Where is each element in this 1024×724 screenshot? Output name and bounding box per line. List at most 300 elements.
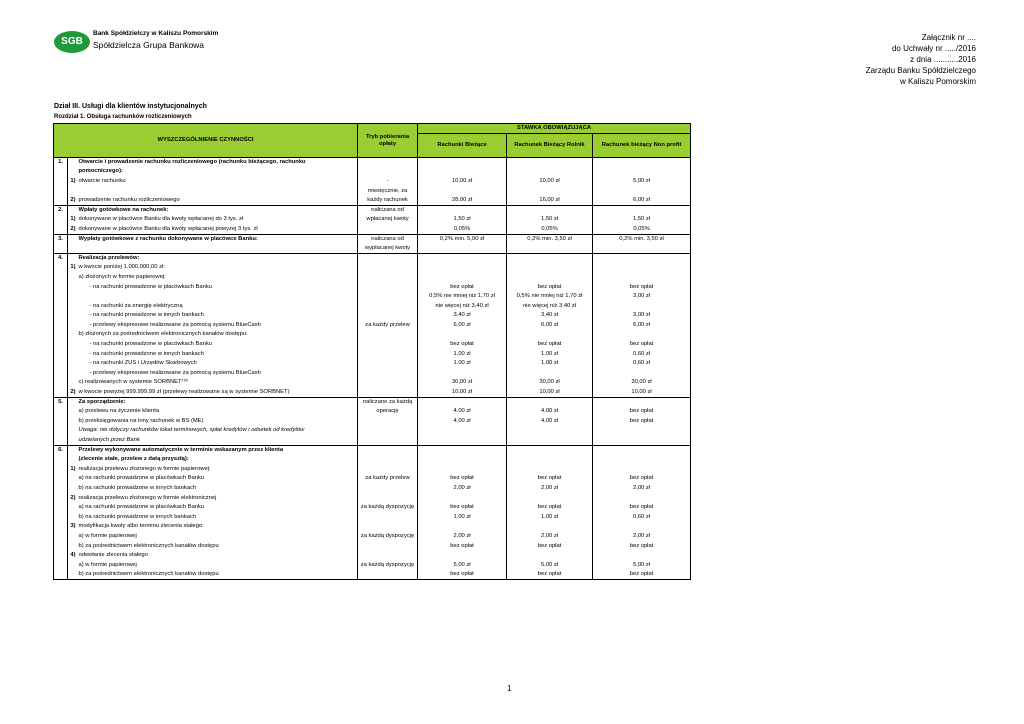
row-description: b) przeksięgowania na inny rachunek w BS (ME) [78, 417, 358, 427]
row-description: Otwarcie i prowadzenie rachunku rozliczeniowego (rachunku bieżącego, rachunku [78, 158, 358, 168]
table-row [54, 253, 691, 263]
row-fee-mode [358, 369, 418, 379]
row-number: 6. [54, 445, 68, 455]
fee-table [53, 123, 691, 580]
rate-current: 6,00 zł [418, 321, 507, 331]
rate-nonprofit: 5,00 zł [593, 560, 691, 570]
rate-nonprofit: 0,05% [593, 225, 691, 235]
row-fee-mode [358, 301, 418, 311]
row-subnumber [68, 321, 78, 331]
row-description: realizacja przelewu złożonego w formie papierowej: [78, 465, 358, 475]
row-fee-mode [358, 253, 418, 263]
rate-farmer: 5,00 zł [507, 560, 593, 570]
rate-farmer: 2,00 zł [507, 532, 593, 542]
rate-current: nie więcej niż 3,40 zł [418, 301, 507, 311]
rate-farmer [507, 273, 593, 283]
section-subtitle: Rozdział 1. Obsługa rachunków rozliczeniowych [54, 114, 192, 120]
rate-nonprofit: bez opłat [593, 407, 691, 417]
row-description: Przelewy wykonywane automatycznie w terminie wskazanym przez klienta [78, 445, 358, 455]
row-fee-mode: za każdą dyspozycję [358, 560, 418, 570]
table-row [54, 465, 691, 475]
rate-farmer [507, 493, 593, 503]
row-fee-mode: wpłacanej kwoty [358, 215, 418, 225]
row-fee-mode [358, 417, 418, 427]
row-subnumber [68, 244, 78, 254]
row-subnumber [68, 205, 78, 215]
row-subnumber: 1) [70, 216, 76, 223]
table-row [54, 570, 691, 580]
row-number: 2. [54, 205, 68, 215]
row-fee-mode [358, 167, 418, 177]
rate-farmer [507, 158, 593, 168]
row-number [54, 196, 68, 206]
row-description: Realizacja przelewów: [78, 253, 358, 263]
rate-farmer: 1,00 zł [507, 512, 593, 522]
col-mode-header: Tryb pobierania opłaty [358, 124, 418, 158]
rate-current: bez opłat [418, 503, 507, 513]
rate-current: 1,00 zł [418, 359, 507, 369]
row-number [54, 167, 68, 177]
rate-current: 4,00 zł [418, 407, 507, 417]
row-description: b) na rachunki prowadzone w innych bankach [78, 512, 358, 522]
attachment-line: do Uchwały nr ...../2016 [891, 44, 976, 53]
rate-farmer: 6,00 zł [507, 321, 593, 331]
table-row [54, 436, 691, 446]
rate-nonprofit [593, 273, 691, 283]
rate-nonprofit [593, 426, 691, 436]
row-fee-mode: naliczane za każdą [358, 397, 418, 407]
row-fee-mode [358, 522, 418, 532]
row-subnumber: 4) [70, 552, 76, 559]
row-description: b) za pośrednictwem elektronicznych kanałów dostępu [78, 541, 358, 551]
rate-farmer: bez opłat [507, 340, 593, 350]
row-description: Wypłaty gotówkowe z rachunku dokonywane w placówce Banku: [78, 234, 358, 244]
row-fee-mode [358, 349, 418, 359]
rate-farmer: 1,00 zł [507, 359, 593, 369]
row-description: - na rachunki ZUS i Urzędów Skarbowych [78, 359, 358, 369]
row-number [54, 186, 68, 196]
rate-nonprofit: 3,00 zł [593, 292, 691, 302]
row-description: pomocniczego): [78, 167, 358, 177]
table-row [54, 484, 691, 494]
row-subnumber: 2) [70, 196, 76, 203]
row-subnumber [68, 311, 78, 321]
rate-farmer [507, 426, 593, 436]
row-subnumber [68, 330, 78, 340]
row-subnumber [68, 167, 78, 177]
rate-current: 1,50 zł [418, 215, 507, 225]
rate-nonprofit: bez opłat [593, 541, 691, 551]
rate-farmer [507, 253, 593, 263]
col-description-header: WYSZCZEGÓLNIENIE CZYNNOŚCI [54, 124, 358, 158]
row-fee-mode: za każdy przelew [358, 321, 418, 331]
rate-farmer: 0,5% nie mniej niż 1,70 zł [507, 292, 593, 302]
row-number [54, 330, 68, 340]
table-row [54, 311, 691, 321]
rate-current: 30,00 zł [418, 378, 507, 388]
rate-current: 4,00 zł [418, 417, 507, 427]
rate-nonprofit: 30,00 zł [593, 378, 691, 388]
row-subnumber: 1) [70, 177, 76, 184]
rate-nonprofit: 6,00 zł [593, 321, 691, 331]
table-row [54, 215, 691, 225]
row-subnumber [68, 282, 78, 292]
row-subnumber [68, 426, 78, 436]
row-description: otwarcie rachunku [78, 177, 358, 187]
rate-current [418, 493, 507, 503]
row-subnumber: 1) [70, 465, 76, 472]
rate-nonprofit [593, 158, 691, 168]
row-fee-mode [358, 541, 418, 551]
rate-current: 3,40 zł [418, 311, 507, 321]
row-fee-mode [358, 388, 418, 398]
attachment-line: Zarządu Banku Spółdzielczego [865, 66, 976, 75]
rate-farmer [507, 455, 593, 465]
row-number [54, 417, 68, 427]
rate-nonprofit [593, 522, 691, 532]
row-subnumber [68, 407, 78, 417]
row-number [54, 349, 68, 359]
rate-current [418, 522, 507, 532]
row-number [54, 378, 68, 388]
row-fee-mode: naliczana od [358, 234, 418, 244]
table-row [54, 551, 691, 561]
rate-farmer [507, 330, 593, 340]
row-description [78, 292, 358, 302]
rate-current [418, 551, 507, 561]
rate-farmer: 30,00 zł [507, 378, 593, 388]
rate-current: 10,00 zł [418, 177, 507, 187]
table-row [54, 301, 691, 311]
row-description: (zlecenie stałe, przelew z datą przyszłą): [78, 455, 358, 465]
rate-nonprofit: 2,00 zł [593, 532, 691, 542]
rate-nonprofit: 1,50 zł [593, 215, 691, 225]
row-number: 3. [54, 234, 68, 244]
row-number [54, 455, 68, 465]
row-number [54, 436, 68, 446]
row-description: a) przelewu na życzenie klienta [78, 407, 358, 417]
row-description: b) za pośrednictwem elektronicznych kanałów dostępu [78, 570, 358, 580]
row-number [54, 512, 68, 522]
row-subnumber [68, 378, 78, 388]
table-row [54, 503, 691, 513]
rate-current: 2,00 zł [418, 532, 507, 542]
col-farmer-header: Rachunek Bieżący Rolnik [507, 134, 593, 158]
rate-farmer [507, 369, 593, 379]
row-number: 5. [54, 397, 68, 407]
attachment-line: Załącznik nr .... [921, 33, 976, 42]
table-row [54, 234, 691, 244]
table-row [54, 167, 691, 177]
rate-farmer: 4,00 zł [507, 417, 593, 427]
rate-nonprofit [593, 301, 691, 311]
rate-current [418, 426, 507, 436]
rate-current: 2,00 zł [418, 484, 507, 494]
table-row [54, 455, 691, 465]
row-fee-mode [358, 330, 418, 340]
rate-nonprofit: bez opłat [593, 474, 691, 484]
row-fee-mode [358, 551, 418, 561]
rate-current: 1,00 zł [418, 512, 507, 522]
row-subnumber [68, 340, 78, 350]
row-fee-mode [358, 426, 418, 436]
row-subnumber [68, 234, 78, 244]
row-description: modyfikacja kwoty albo terminu zlecenia stałego: [78, 522, 358, 532]
row-fee-mode [358, 465, 418, 475]
attachment-note [866, 32, 976, 87]
attachment-line: w Kaliszu Pomorskim [899, 77, 976, 86]
row-fee-mode [358, 340, 418, 350]
table-row [54, 263, 691, 273]
row-description [78, 244, 358, 254]
row-number [54, 388, 68, 398]
row-subnumber [68, 349, 78, 359]
row-description: - na rachunki za energię elektryczną [78, 301, 358, 311]
rate-nonprofit [593, 465, 691, 475]
row-description: b) na rachunki prowadzone w innych bankach [78, 484, 358, 494]
rate-farmer: 2,00 zł [507, 484, 593, 494]
rate-farmer [507, 244, 593, 254]
row-subnumber [68, 436, 78, 446]
row-subnumber [68, 397, 78, 407]
row-description: - przelewy ekspresowe realizowane za pomocą systemu BlueCash [78, 369, 358, 379]
rate-nonprofit: 0,60 zł [593, 512, 691, 522]
table-row [54, 186, 691, 196]
row-description: realizacja przelewu złożonego w formie elektronicznej [78, 493, 358, 503]
row-subnumber [68, 474, 78, 484]
row-fee-mode [358, 455, 418, 465]
rate-nonprofit: 6,00 zł [593, 196, 691, 206]
table-row [54, 417, 691, 427]
rate-nonprofit: 10,00 zł [593, 388, 691, 398]
table-row [54, 560, 691, 570]
rate-farmer: 1,50 zł [507, 215, 593, 225]
row-description: b) złożonych za pośrednictwem elektronicznych kanałów dostępu: [78, 330, 358, 340]
table-row [54, 244, 691, 254]
table-row [54, 532, 691, 542]
table-row [54, 340, 691, 350]
table-row [54, 205, 691, 215]
rate-nonprofit [593, 253, 691, 263]
row-number [54, 570, 68, 580]
row-description: Wpłaty gotówkowe na rachunek: [78, 205, 358, 215]
rate-nonprofit [593, 263, 691, 273]
row-fee-mode: wypłacanej kwoty [358, 244, 418, 254]
row-number [54, 407, 68, 417]
table-row [54, 158, 691, 168]
row-subnumber: 2) [70, 225, 76, 232]
rate-current [418, 158, 507, 168]
row-subnumber [68, 186, 78, 196]
row-number [54, 426, 68, 436]
rate-nonprofit: 2,00 zł [593, 484, 691, 494]
rate-farmer [507, 263, 593, 273]
table-row [54, 292, 691, 302]
row-subnumber: 2) [70, 494, 76, 501]
row-description: Za sporządzenie: [78, 397, 358, 407]
rate-current: bez opłat [418, 282, 507, 292]
rate-farmer: 10,00 zł [507, 388, 593, 398]
row-fee-mode [358, 282, 418, 292]
rate-farmer [507, 167, 593, 177]
row-subnumber [68, 560, 78, 570]
row-fee-mode [358, 445, 418, 455]
row-fee-mode [358, 311, 418, 321]
rate-current [418, 455, 507, 465]
rate-current [418, 369, 507, 379]
rate-nonprofit [593, 551, 691, 561]
table-row [54, 522, 691, 532]
rate-nonprofit [593, 455, 691, 465]
table-row [54, 369, 691, 379]
row-number [54, 282, 68, 292]
row-subnumber [68, 484, 78, 494]
table-row [54, 493, 691, 503]
rate-current: 5,00 zł [418, 560, 507, 570]
rate-nonprofit: bez opłat [593, 503, 691, 513]
row-subnumber [68, 253, 78, 263]
page-number: 1 [507, 684, 512, 693]
rate-farmer: 4,00 zł [507, 407, 593, 417]
table-row [54, 273, 691, 283]
row-number [54, 340, 68, 350]
rate-current [418, 273, 507, 283]
row-description: dokonywane w placówce Banku dla kwoty wpłacanej powyżej 3 tys. zł [78, 225, 358, 235]
rate-nonprofit: bez opłat [593, 340, 691, 350]
rate-nonprofit: 5,00 zł [593, 177, 691, 187]
group-name: Spółdzielcza Grupa Bankowa [93, 40, 205, 50]
rate-current: bez opłat [418, 474, 507, 484]
rate-farmer [507, 445, 593, 455]
col-rate-group-header: STAWKA OBOWIĄZUJĄCA [418, 124, 691, 134]
row-fee-mode [358, 225, 418, 235]
row-description: a) w formie papierowej [78, 532, 358, 542]
row-description: a) na rachunki prowadzone w placówkach Banku [78, 503, 358, 513]
rate-farmer: 16,00 zł [507, 196, 593, 206]
row-subnumber: 3) [70, 523, 76, 530]
rate-current [418, 186, 507, 196]
row-description: udzielanych przez Bank [78, 436, 358, 446]
row-fee-mode: miesięcznie, za [358, 186, 418, 196]
row-subnumber [68, 158, 78, 168]
rate-current: bez opłat [418, 541, 507, 551]
row-number [54, 263, 68, 273]
rate-farmer [507, 186, 593, 196]
col-nonprofit-header: Rachunek bieżący Non profit [593, 134, 691, 158]
rate-current: bez opłat [418, 340, 507, 350]
rate-farmer: 1,00 zł [507, 349, 593, 359]
row-description: odwołanie zlecenia stałego [78, 551, 358, 561]
table-row [54, 407, 691, 417]
row-description [78, 186, 358, 196]
rate-current [418, 436, 507, 446]
rate-farmer [507, 397, 593, 407]
row-description: w kwocie powyżej 999.999,99 zł (przelewy realizowane są w systemie SORBNET) [78, 388, 358, 398]
rate-current: 28,00 zł [418, 196, 507, 206]
row-subnumber [68, 369, 78, 379]
row-number [54, 484, 68, 494]
row-number [54, 532, 68, 542]
rate-nonprofit [593, 397, 691, 407]
rate-nonprofit: 3,00 zł [593, 311, 691, 321]
row-number [54, 244, 68, 254]
row-subnumber [68, 301, 78, 311]
row-subnumber [68, 532, 78, 542]
row-subnumber [68, 541, 78, 551]
row-description: a) w formie papierowej [78, 560, 358, 570]
rate-nonprofit [593, 493, 691, 503]
row-fee-mode [358, 436, 418, 446]
rate-farmer: bez opłat [507, 570, 593, 580]
section-title: Dział III. Usługi dla klientów instytucjonalnych [54, 103, 207, 110]
row-number: 4. [54, 253, 68, 263]
rate-nonprofit: bez opłat [593, 417, 691, 427]
row-fee-mode [358, 292, 418, 302]
row-description: - na rachunki prowadzone w placówkach Banku [78, 282, 358, 292]
sgb-logo-icon: SGB [54, 31, 90, 53]
row-fee-mode [358, 493, 418, 503]
row-description: a) złożonych w formie papierowej: [78, 273, 358, 283]
table-row [54, 512, 691, 522]
rate-nonprofit: 0,2% min. 3,50 zł [593, 234, 691, 244]
row-description: dokonywane w placówce Banku dla kwoty wpłacanej do 3 tys. zł [78, 215, 358, 225]
row-subnumber [68, 417, 78, 427]
rate-nonprofit: bez opłat [593, 570, 691, 580]
row-fee-mode: za każdy przelew [358, 474, 418, 484]
rate-nonprofit: 0,60 zł [593, 349, 691, 359]
row-subnumber [68, 292, 78, 302]
row-description: - na rachunki prowadzone w innych bankach [78, 349, 358, 359]
row-fee-mode [358, 570, 418, 580]
rate-current [418, 465, 507, 475]
rate-farmer [507, 205, 593, 215]
row-fee-mode: - [358, 177, 418, 187]
row-number [54, 292, 68, 302]
rate-current [418, 167, 507, 177]
rate-current [418, 205, 507, 215]
rate-current: 10,00 zł [418, 388, 507, 398]
rate-nonprofit [593, 445, 691, 455]
rate-farmer: 0,05% [507, 225, 593, 235]
row-fee-mode [358, 263, 418, 273]
row-description: c) realizowanych w systemie SORBNET¹⁾²⁾ [78, 378, 358, 388]
rate-nonprofit: 0,60 zł [593, 359, 691, 369]
row-description: w kwocie poniżej 1.000.000,00 zł: [78, 263, 358, 273]
rate-farmer: bez opłat [507, 282, 593, 292]
row-number [54, 493, 68, 503]
row-number [54, 215, 68, 225]
row-subnumber [68, 455, 78, 465]
col-current-header: Rachunki Bieżące [418, 134, 507, 158]
row-fee-mode [358, 484, 418, 494]
row-number [54, 551, 68, 561]
bank-name: Bank Spółdzielczy w Kaliszu Pomorskim [93, 30, 219, 37]
table-row [54, 359, 691, 369]
row-number [54, 273, 68, 283]
rate-farmer: bez opłat [507, 503, 593, 513]
rate-current: 1,00 zł [418, 349, 507, 359]
rate-current [418, 244, 507, 254]
row-fee-mode [358, 273, 418, 283]
row-subnumber [68, 503, 78, 513]
table-row [54, 541, 691, 551]
row-fee-mode [358, 158, 418, 168]
row-number [54, 503, 68, 513]
row-number [54, 560, 68, 570]
rate-farmer [507, 465, 593, 475]
rate-nonprofit [593, 205, 691, 215]
table-row [54, 388, 691, 398]
